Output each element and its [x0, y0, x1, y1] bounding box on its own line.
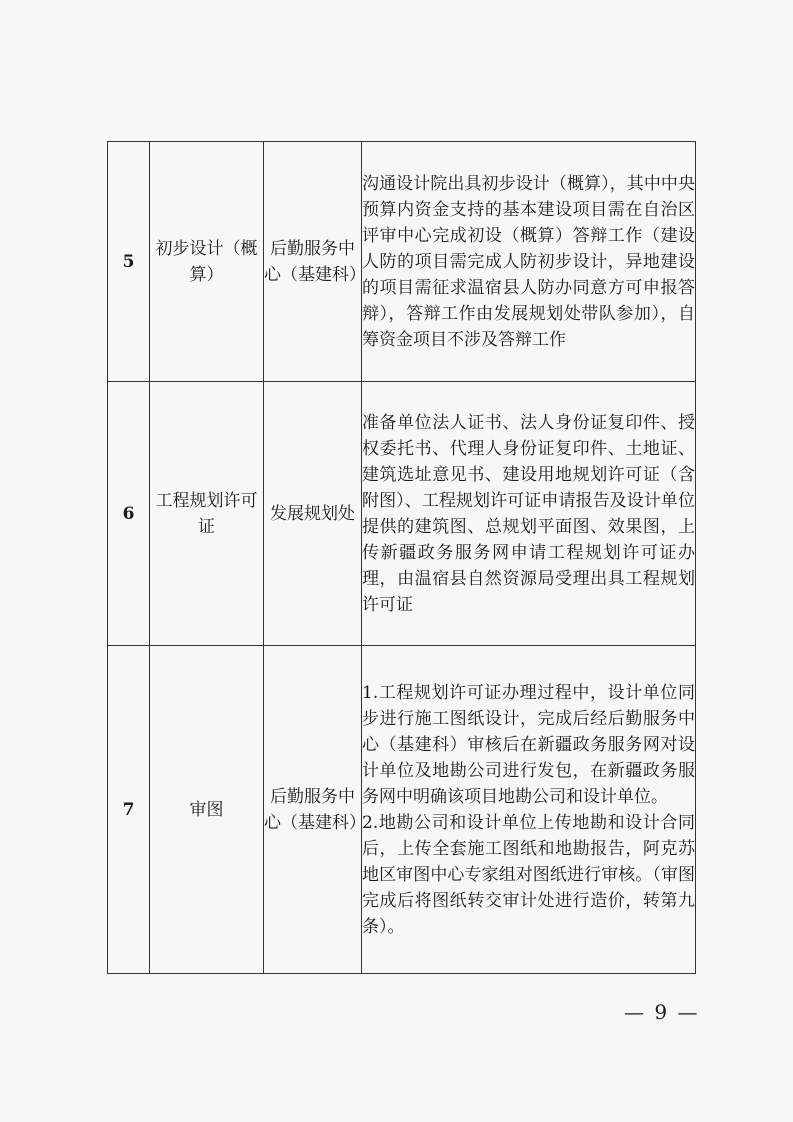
responsible-department: 发展规划处: [264, 382, 362, 646]
step-name: 工程规划许可证: [150, 382, 264, 646]
step-name: 审图: [150, 646, 264, 974]
step-description: 沟通设计院出具初步设计（概算），其中中央预算内资金支持的基本建设项目需在自治区评审中心完成初设（概算）答辩工作（建设人防的项目需完成人防初步设计，异地建设的项目需征求温宿县人防办同意方可申报答辩），答辩工作由发展规划处带队参加），自筹资金项目不涉及答辩工作: [362, 142, 696, 382]
step-number: 5: [108, 142, 150, 382]
step-number: 6: [108, 382, 150, 646]
procedure-table: [107, 141, 696, 974]
step-description-part-1: 1.工程规划许可证办理过程中，设计单位同步进行施工图纸设计，完成后经后勤服务中心（基建科）审核后在新疆政务服务网对设计单位及地勘公司进行发包，在新疆政务服务网中明确该项目地勘公司和设计单位。: [362, 682, 695, 807]
step-number: 7: [108, 646, 150, 974]
step-description-part-2: 2.地勘公司和设计单位上传地勘和设计合同后，上传全套施工图纸和地勘报告，阿克苏地区审图中心专家组对图纸进行审核。（审图完成后将图纸转交审计处进行造价，转第九条）。: [362, 812, 695, 937]
step-description: 准备单位法人证书、法人身份证复印件、授权委托书、代理人身份证复印件、土地证、建筑选址意见书、建设用地规划许可证（含附图）、工程规划许可证申请报告及设计单位提供的建筑图、总规划平面图、效果图，上传新疆政务服务网申请工程规划许可证办理，由温宿县自然资源局受理出具工程规划许可证: [362, 382, 696, 646]
step-name: 初步设计（概算）: [150, 142, 264, 382]
page-number: — 9 —: [624, 1000, 700, 1024]
responsible-department: 后勤服务中心（基建科）: [264, 646, 362, 974]
table-row: [108, 646, 696, 974]
table-row: [108, 142, 696, 382]
responsible-department: 后勤服务中心（基建科）: [264, 142, 362, 382]
table-row: [108, 382, 696, 646]
step-description: [362, 646, 696, 974]
